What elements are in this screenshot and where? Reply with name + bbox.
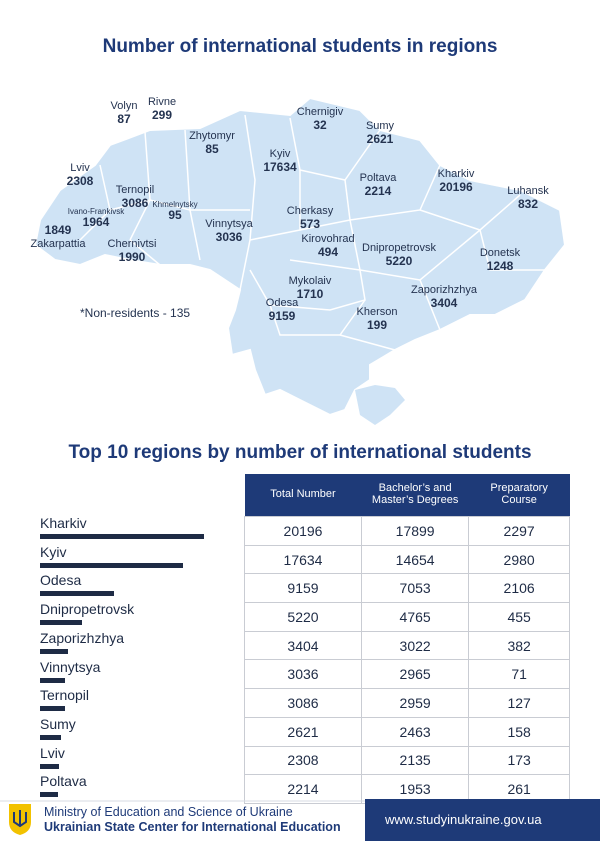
cell-total: 3036 xyxy=(245,660,362,689)
region-value: 1990 xyxy=(118,249,146,264)
crimea xyxy=(355,385,405,425)
cell-degrees: 2965 xyxy=(362,660,469,689)
cell-total: 20196 xyxy=(245,517,362,546)
header-degrees: Bachelor’s and Master’s Degrees xyxy=(362,474,469,517)
cell-total: 5220 xyxy=(245,603,362,632)
cell-preparatory: 158 xyxy=(469,717,570,746)
region-name: Kharkiv xyxy=(437,168,475,180)
region-name: Cherkasy xyxy=(286,205,334,217)
cell-degrees: 3022 xyxy=(362,631,469,660)
region-kharkiv xyxy=(416,168,496,194)
region-zaporizhzhya xyxy=(404,284,484,310)
region-value: 3404 xyxy=(430,295,458,310)
region-name: Donetsk xyxy=(479,247,521,259)
region-name: Volyn xyxy=(110,100,138,112)
trident-emblem-icon xyxy=(6,802,34,836)
region-name: Vinnytsya xyxy=(205,218,253,230)
table-row xyxy=(245,545,570,574)
table-title: Top 10 regions by number of international students xyxy=(68,442,532,463)
cell-total: 9159 xyxy=(245,574,362,603)
cell-preparatory: 127 xyxy=(469,689,570,718)
bar-label: Odesa xyxy=(40,572,82,589)
region-cherkasy xyxy=(270,205,350,231)
cell-degrees: 7053 xyxy=(362,574,469,603)
region-chernivtsi xyxy=(92,238,172,264)
bar xyxy=(40,735,61,740)
region-name: Lviv xyxy=(70,162,90,174)
table-row xyxy=(245,517,570,546)
bar xyxy=(40,706,65,711)
cell-preparatory: 2980 xyxy=(469,545,570,574)
region-value: 494 xyxy=(317,244,339,259)
region-value: 1248 xyxy=(486,258,514,273)
cell-degrees: 1953 xyxy=(362,775,469,804)
region-sumy xyxy=(340,120,420,146)
region-name: Luhansk xyxy=(507,185,549,197)
bar-label: Poltava xyxy=(40,773,87,790)
region-value: 1710 xyxy=(296,286,324,301)
region-poltava xyxy=(338,172,418,198)
region-name: Dnipropetrovsk xyxy=(362,242,436,254)
cell-degrees: 2135 xyxy=(362,746,469,775)
cell-preparatory: 2297 xyxy=(469,517,570,546)
cell-preparatory: 261 xyxy=(469,775,570,804)
region-dnipropetrovsk xyxy=(359,242,439,268)
region-kyiv xyxy=(240,148,320,174)
bar xyxy=(40,591,114,596)
region-value: 87 xyxy=(117,111,131,126)
region-name: Chernigiv xyxy=(296,106,344,118)
table-row xyxy=(245,603,570,632)
bar xyxy=(40,534,204,539)
region-name: Kirovohrad xyxy=(301,233,355,245)
region-name: Ivano-Frankivsk xyxy=(67,207,125,216)
region-value: 32 xyxy=(313,117,327,132)
bar xyxy=(40,563,183,568)
cell-preparatory: 455 xyxy=(469,603,570,632)
table-row xyxy=(245,689,570,718)
bar-label: Dnipropetrovsk xyxy=(40,601,135,618)
region-rivne xyxy=(122,96,202,122)
header-total: Total Number xyxy=(245,474,362,517)
bar-label: Kyiv xyxy=(40,543,67,560)
region-value: 1964 xyxy=(82,215,110,230)
cell-degrees: 17899 xyxy=(362,517,469,546)
region-donetsk xyxy=(460,247,540,273)
bar-label: Vinnytsya xyxy=(40,658,101,675)
cell-degrees: 14654 xyxy=(362,545,469,574)
bar-label: Sumy xyxy=(40,715,76,732)
region-name: Poltava xyxy=(359,172,397,184)
table-row xyxy=(245,660,570,689)
region-value: 1849 xyxy=(44,223,72,237)
bar-label: Kharkiv xyxy=(40,515,87,531)
bar xyxy=(40,792,58,797)
cell-total: 3086 xyxy=(245,689,362,718)
region-value: 573 xyxy=(299,216,321,231)
table-row xyxy=(245,574,570,603)
bar xyxy=(40,649,68,654)
cell-total: 2308 xyxy=(245,746,362,775)
region-value: 3086 xyxy=(121,195,149,210)
region-kirovohrad xyxy=(288,233,368,259)
region-name: Sumy xyxy=(365,120,395,132)
cell-total: 2214 xyxy=(245,775,362,804)
table-row xyxy=(245,717,570,746)
region-value: 85 xyxy=(205,141,219,156)
header-preparatory: Preparatory Course xyxy=(469,474,570,517)
region-value: 2214 xyxy=(364,183,392,198)
ministry-name: Ministry of Education and Science of Ukraine xyxy=(44,805,293,819)
region-name: Odesa xyxy=(265,297,299,309)
bar-label: Ternopil xyxy=(40,687,90,704)
region-value: 9159 xyxy=(268,308,296,323)
table-header-row xyxy=(245,474,570,517)
cell-total: 2621 xyxy=(245,717,362,746)
region-name: Kherson xyxy=(356,306,398,318)
cell-preparatory: 2106 xyxy=(469,574,570,603)
region-value: 299 xyxy=(151,107,173,122)
region-value: 832 xyxy=(517,196,539,211)
cell-degrees: 4765 xyxy=(362,603,469,632)
region-name: Ternopil xyxy=(115,184,155,196)
bar-label: Lviv xyxy=(40,744,65,761)
region-name: Rivne xyxy=(147,96,177,108)
table-body xyxy=(245,517,570,804)
region-name: Zakarpattia xyxy=(30,237,86,250)
cell-degrees: 2463 xyxy=(362,717,469,746)
map-title: Number of international students in regions xyxy=(102,36,498,57)
bar xyxy=(40,764,59,769)
table-row xyxy=(245,746,570,775)
non-residents-note: *Non-residents - 135 xyxy=(80,306,191,320)
center-name: Ukrainian State Center for International Education xyxy=(44,820,341,834)
cell-degrees: 2959 xyxy=(362,689,469,718)
region-luhansk xyxy=(488,185,568,211)
region-value: 3036 xyxy=(215,229,243,244)
region-odesa xyxy=(242,297,322,323)
cell-preparatory: 382 xyxy=(469,631,570,660)
bar xyxy=(40,678,65,683)
region-name: Zhytomyr xyxy=(189,130,235,142)
region-value: 199 xyxy=(366,317,388,332)
region-name: Mykolaiv xyxy=(288,275,332,287)
region-value: 95 xyxy=(168,208,182,223)
region-value: 20196 xyxy=(439,179,473,194)
region-value: 17634 xyxy=(263,159,297,174)
region-value: 2621 xyxy=(366,131,394,146)
region-name: Chernivtsi xyxy=(107,238,157,250)
region-value: 2308 xyxy=(66,173,94,188)
region-name: Zaporizhzhya xyxy=(410,284,478,296)
region-vinnytsya xyxy=(189,218,269,244)
table-row xyxy=(245,631,570,660)
region-name: Khmelnytsky xyxy=(152,200,198,209)
region-value: 5220 xyxy=(385,253,413,268)
bar xyxy=(40,620,82,625)
region-name: Kyiv xyxy=(269,148,291,160)
website-link[interactable]: www.studyinukraine.gov.ua xyxy=(385,812,542,827)
region-zakarpattia xyxy=(18,224,98,250)
students-table xyxy=(244,474,570,804)
cell-preparatory: 173 xyxy=(469,746,570,775)
cell-total: 3404 xyxy=(245,631,362,660)
bar-label: Zaporizhzhya xyxy=(40,629,125,646)
cell-total: 17634 xyxy=(245,545,362,574)
cell-preparatory: 71 xyxy=(469,660,570,689)
